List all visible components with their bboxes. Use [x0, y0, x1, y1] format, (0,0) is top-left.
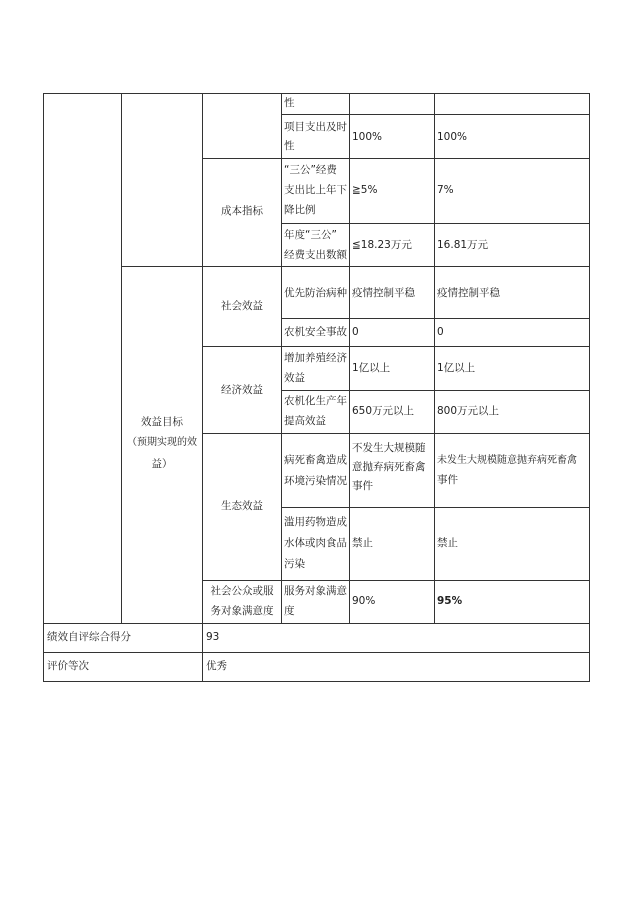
table-border-top [43, 93, 590, 94]
disease-control-planned: 疫情控制平稳 [352, 287, 415, 299]
carcass-pollution-label-line1: 病死畜禽造成 [284, 454, 347, 466]
drug-pollution-planned: 禁止 [352, 537, 373, 549]
timeliness-tail-label: 性 [284, 97, 295, 109]
row-divider [202, 346, 590, 347]
sangong-amount-label-line2: 经费支出数额 [284, 249, 347, 261]
benefit-target-label-line3: 益） [151, 458, 173, 470]
row-divider [281, 318, 590, 319]
spend-timeliness-label-line2: 性 [284, 140, 295, 152]
public-satisfaction-label-line1: 服务对象满意 [284, 585, 347, 597]
social-benefit-label: 社会效益 [221, 300, 263, 312]
sangong-ratio-label-line3: 降比例 [284, 204, 316, 216]
column-divider [349, 93, 350, 623]
benefit-target-label-line1: 效益目标 [141, 416, 183, 428]
mechanization-output-label-line1: 农机化生产年 [284, 395, 347, 407]
grade-value: 优秀 [206, 660, 227, 672]
table-border-right [589, 93, 590, 682]
carcass-pollution-planned-line2: 意抛弃病死畜禽 [352, 461, 426, 473]
public-satisfaction-actual: 95% [437, 595, 463, 607]
sangong-ratio-planned: ≧5% [352, 184, 378, 196]
sangong-amount-actual: 16.81万元 [437, 239, 489, 251]
score-value: 93 [206, 631, 220, 643]
sangong-ratio-label-line2: 支出比上年下 [284, 184, 347, 196]
disease-control-label: 优先防治病种 [284, 287, 347, 299]
column-divider [281, 93, 282, 623]
score-label: 绩效自评综合得分 [47, 631, 131, 643]
breeding-economy-planned: 1亿以上 [352, 362, 391, 374]
public-satisfaction-planned: 90% [352, 595, 376, 607]
drug-pollution-actual: 禁止 [437, 537, 458, 549]
drug-pollution-label-line3: 污染 [284, 558, 305, 570]
spend-timeliness-actual: 100% [437, 131, 468, 143]
breeding-economy-label-line2: 效益 [284, 372, 305, 384]
ecological-benefit-label: 生态效益 [221, 500, 263, 512]
row-divider [281, 114, 590, 115]
mechanization-output-label-line2: 提高效益 [284, 415, 326, 427]
sangong-amount-label-line1: 年度“三公” [284, 229, 337, 241]
carcass-pollution-planned-line1: 不发生大规模随 [352, 442, 426, 454]
row-divider [202, 580, 590, 581]
row-divider [281, 223, 590, 224]
economic-benefit-label: 经济效益 [221, 384, 263, 396]
benefit-target-label-line2: （预期实现的效 [127, 437, 197, 448]
column-divider [434, 93, 435, 623]
machinery-safety-actual: 0 [437, 326, 444, 338]
machinery-safety-planned: 0 [352, 326, 359, 338]
row-divider [202, 158, 590, 159]
breeding-economy-label-line1: 增加养殖经济 [284, 352, 347, 364]
row-divider [281, 507, 590, 508]
breeding-economy-actual: 1亿以上 [437, 362, 476, 374]
spend-timeliness-label-line1: 项目支出及时 [284, 121, 347, 133]
column-divider [121, 93, 122, 623]
row-divider [281, 390, 590, 391]
grade-label: 评价等次 [47, 660, 89, 672]
drug-pollution-label-line2: 水体或肉食品 [284, 537, 347, 549]
sangong-amount-planned: ≦18.23万元 [352, 239, 412, 251]
mechanization-output-actual: 800万元以上 [437, 405, 500, 417]
spend-timeliness-planned: 100% [352, 131, 383, 143]
sangong-ratio-actual: 7% [437, 184, 454, 196]
drug-pollution-label-line1: 滥用药物造成 [284, 516, 347, 528]
row-divider [43, 652, 590, 653]
disease-control-actual: 疫情控制平稳 [437, 287, 500, 299]
machinery-safety-label: 农机安全事故 [284, 326, 347, 338]
row-divider [202, 433, 590, 434]
carcass-pollution-label-line2: 环境污染情况 [284, 475, 347, 487]
table-border-bottom [43, 681, 590, 682]
row-divider [121, 266, 590, 267]
mechanization-output-planned: 650万元以上 [352, 405, 415, 417]
public-satisfaction-category-line2: 务对象满意度 [210, 605, 274, 617]
sangong-ratio-label-line1: “三公”经费 [284, 164, 337, 176]
carcass-pollution-actual-line1: 未发生大规模随意抛弃病死畜禽 [437, 455, 577, 466]
table-border-left [43, 93, 44, 682]
carcass-pollution-planned-line3: 事件 [352, 480, 373, 492]
public-satisfaction-label-line2: 度 [284, 605, 295, 617]
public-satisfaction-category-line1: 社会公众或服 [210, 585, 274, 597]
cost-indicator-label: 成本指标 [221, 205, 263, 217]
row-divider [43, 623, 590, 624]
carcass-pollution-actual-line2: 事件 [437, 474, 458, 486]
